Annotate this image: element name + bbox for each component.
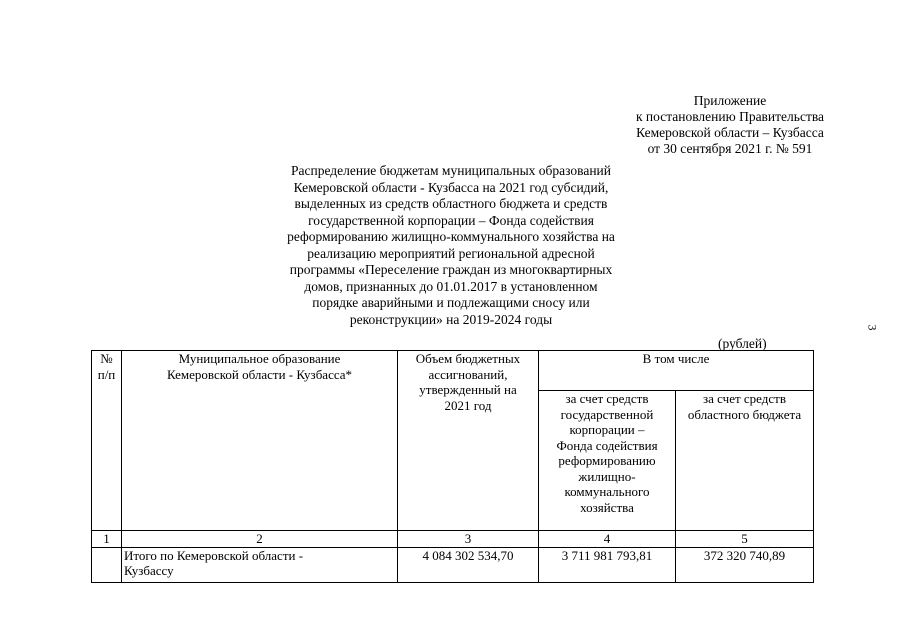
- total-volume-cell: 4 084 302 534,70: [398, 547, 539, 582]
- header-fund-line: реформированию: [558, 453, 656, 468]
- title-line: домов, признанных до 01.01.2017 в установленном: [304, 278, 598, 294]
- total-num-cell: [92, 547, 122, 582]
- total-regional-cell: 372 320 740,89: [676, 547, 814, 582]
- appendix-date: от 30 сентября 2021 г. № 591: [647, 141, 813, 156]
- header-volume-line: Объем бюджетных: [415, 351, 521, 366]
- units-label: (рублей): [718, 336, 767, 351]
- document-title: [236, 163, 666, 328]
- col-number: 1: [92, 531, 122, 548]
- header-regional-line: за счет средств: [703, 391, 786, 406]
- total-name-line: Кузбассу: [124, 563, 174, 578]
- title-line: порядке аварийными и подлежащими сносу или: [312, 295, 590, 310]
- col-number: 5: [676, 531, 814, 548]
- appendix-title: Приложение: [693, 93, 767, 108]
- header-volume-line: ассигнований,: [428, 366, 508, 382]
- total-fund-cell: 3 711 981 793,81: [539, 547, 676, 582]
- col-number: 3: [398, 531, 539, 548]
- header-regional: [676, 391, 814, 531]
- table-row-total: [92, 547, 814, 582]
- header-fund-line: хозяйства: [580, 499, 634, 515]
- page-number: 3: [865, 324, 880, 331]
- header-volume: [398, 351, 539, 531]
- header-municipality-line: Кемеровской области - Кузбасса*: [166, 366, 353, 382]
- header-municipality: [122, 351, 398, 531]
- header-fund-line: корпорации –: [569, 422, 645, 437]
- col-number: 2: [122, 531, 398, 548]
- column-number-row: [92, 531, 814, 548]
- header-fund: [539, 391, 676, 531]
- appendix-resolution: к постановлению Правительства: [635, 109, 825, 124]
- title-line: реконструкции» на 2019-2024 годы: [349, 311, 553, 327]
- header-regional-line: областного бюджета: [687, 406, 802, 422]
- total-name-cell: [122, 547, 398, 582]
- header-including: В том числе: [539, 351, 814, 391]
- header-fund-line: жилищно-: [578, 468, 636, 484]
- header-num-line: №: [100, 351, 113, 366]
- header-volume-line: утвержденный на: [419, 382, 517, 397]
- title-line: реформированию жилищно-коммунального хозяйства на: [287, 229, 615, 244]
- appendix-region: Кемеровской области – Кузбасса: [636, 125, 824, 140]
- title-line: государственной корпорации – Фонда содействия: [308, 212, 594, 228]
- col-number: 4: [539, 531, 676, 548]
- appendix-header: [560, 93, 900, 157]
- header-fund-line: государственной: [560, 406, 654, 422]
- title-line: Распределение бюджетам муниципальных образований: [290, 163, 611, 178]
- header-num-line: п/п: [97, 366, 116, 382]
- header-volume-line: 2021 год: [444, 397, 492, 413]
- header-fund-line: за счет средств: [565, 391, 649, 406]
- title-line: Кемеровской области - Кузбасса на 2021 год субсидий,: [293, 179, 609, 195]
- header-num: [92, 351, 122, 531]
- header-row-1: [92, 351, 814, 391]
- header-fund-line: коммунального: [564, 484, 650, 499]
- title-line: программы «Переселение граждан из многоквартирных: [289, 262, 613, 277]
- subsidy-table: [91, 350, 814, 583]
- total-name-line: Итого по Кемеровской области -: [124, 547, 304, 563]
- header-municipality-line: Муниципальное образование: [178, 351, 341, 366]
- header-fund-line: Фонда содействия: [556, 437, 658, 453]
- title-line: выделенных из средств областного бюджета и средств: [294, 196, 608, 211]
- title-line: реализацию мероприятий региональной адресной: [307, 245, 595, 261]
